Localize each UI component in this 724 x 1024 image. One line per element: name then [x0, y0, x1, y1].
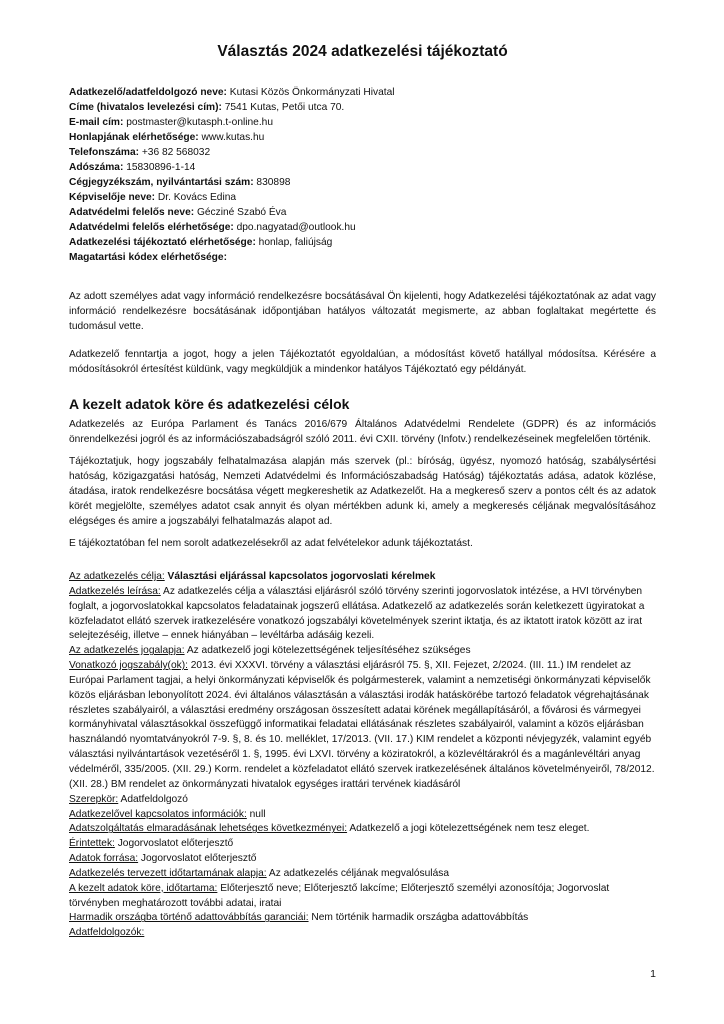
page-content [69, 42, 656, 941]
detail-label: Adatkezelés leírása: [69, 585, 161, 597]
info-value: +36 82 568032 [139, 147, 211, 158]
info-row [69, 145, 656, 160]
info-label: Cégjegyzékszám, nyilvántartási szám: [69, 177, 254, 188]
detail-row [69, 852, 656, 867]
detail-label: Érintettek: [69, 838, 115, 850]
processing-details [69, 570, 656, 941]
detail-label: Adatkezelővel kapcsolatos információk: [69, 808, 247, 820]
info-label: Adatkezelő/adatfeldolgozó neve: [69, 87, 227, 98]
detail-value: 2013. évi XXXVI. törvény a választási eljárásról 75. §, XII. Fejezet, 2/2024. (III. 11.) IM rendelet az Európai Parlament tagjai, a helyi önkormányzati képviselők és polgármesterek, valamint a nemzetiségi önkormányzati képviselők közös eljárásban lebonyolított 2024. évi általános választásán a választási irodák hatáskörébe tartozó feladatok végrehajtásának részletes szabályairól, a választási eredmény országosan összesített adatai körének megállapításáról, a fővárosi és vármegyei kormányhivatal választásokkal összefüggő informatikai feladatai ellátásának részletes szabályairól, valamint a közös eljárásban használandó nyomtatványokról 7-9. §, 8. és 10. melléklet, 17/2013. (VII. 17.) KIM rendelet a központi névjegyzék, valamint egyéb választási nyilvántartások vezetéséről 1. §, 1995. évi LXVI. törvény a köziratokról, a közlevéltárakról és a magánlevéltári anyag védelméről, 335/2005. (XII. 29.) Korm. rendelet a közfeladatot ellátó szervek iratkezelésének általános követelményeiről, 78/2012. (XII. 28.) BM rendelet az önkormányzati hivatalok egységes irattári tervének kiadásáról [69, 660, 655, 790]
controller-info [69, 85, 656, 265]
detail-row [69, 822, 656, 837]
info-row [69, 175, 656, 190]
detail-row [69, 644, 656, 659]
detail-value: Az adatkezelő jogi kötelezettségének teljesítéséhez szükséges [184, 645, 471, 657]
intro-paragraph: Az adott személyes adat vagy információ rendelkezésre bocsátásával Ön kijelenti, hogy Adatkezelési tájékoztatónak az adat vagy információ rendelkezésre bocsátásának időpontjában hatályos változatát megismerte, az abban foglaltakat megértette és tudomásul vette. [69, 291, 656, 332]
detail-value: Előterjesztő neve; Előterjesztő lakcíme; Előterjesztő személyi azonosítója; Jogorvoslat törvényben meghatározott további adatai, iratai [69, 882, 610, 909]
detail-value: Jogorvoslatot előterjesztő [138, 853, 257, 865]
body-paragraph: E tájékoztatóban fel nem sorolt adatkezelésekről az adat felvételekor adunk tájékoztatást. [69, 538, 473, 549]
page-number: 1 [650, 968, 656, 980]
detail-value: null [246, 808, 266, 820]
document-title: Választás 2024 adatkezelési tájékoztató [217, 43, 508, 60]
info-value: postmaster@kutasph.t-online.hu [123, 117, 274, 128]
info-value: 7541 Kutas, Petői utca 70. [221, 102, 345, 113]
detail-row [69, 808, 656, 823]
info-row [69, 100, 656, 115]
detail-label: Adatkezelés tervezett időtartamának alapja: [69, 867, 267, 879]
info-value: dpo.nagyatad@outlook.hu [233, 222, 356, 233]
detail-row [69, 793, 656, 808]
info-value: 15830896-1-14 [123, 162, 196, 173]
info-label: Adatvédelmi felelős elérhetősége: [69, 222, 234, 233]
detail-row [69, 911, 656, 926]
detail-label: Az adatkezelés jogalapja: [69, 645, 185, 657]
info-label: E-mail cím: [69, 117, 124, 128]
detail-value: Választási eljárással kapcsolatos jogorvoslati kérelmek [164, 571, 436, 582]
detail-label: Adatok forrása: [69, 853, 139, 865]
body-paragraph: Tájékoztatjuk, hogy jogszabály felhatalmazása alapján más szervek (pl.: bíróság, ügyész, nyomozó hatóság, szabálysértési hatóság, közigazgatási hatóság, Nemzeti Adatvédelmi és Információszabadság Hatóság) tájékoztatás adása, adatok közlése, átadása, iratok rendelkezésre bocsátása végett megkereshetik az Adatkezelőt. Ha a megkereső szerv a pontos célt és az adatok körét megjelölte, személyes adatot csak annyit és olyan mértékben adunk ki, amely a megkeresés céljának megvalósításához elégséges és amire a jogszabályi felhatalmazás alapot ad. [69, 456, 656, 527]
detail-value: Az adatkezelés céljának megvalósulása [266, 867, 449, 879]
detail-row [69, 926, 656, 941]
section-heading: A kezelt adatok köre és adatkezelési célok [69, 396, 350, 412]
info-label: Magatartási kódex elérhetősége: [69, 252, 227, 263]
info-value: www.kutas.hu [198, 132, 265, 143]
info-label: Képviselője neve: [69, 192, 156, 203]
detail-row [69, 570, 656, 585]
info-label: Adatkezelési tájékoztató elérhetősége: [69, 237, 256, 248]
body-paragraph: Adatkezelés az Európa Parlament és Tanács 2016/679 Általános Adatvédelmi Rendelete (GDPR) és az információs önrendelkezési jogról és az információszabadságról szóló 2011. évi CXII. törvény (Infotv.) rendelkezéseinek megfelelően történik. [69, 419, 656, 445]
info-label: Adatvédelmi felelős neve: [69, 207, 195, 218]
info-row [69, 220, 656, 235]
info-label: Honlapjának elérhetősége: [69, 132, 199, 143]
detail-label: Vonatkozó jogszabály(ok): [69, 660, 188, 672]
detail-row [69, 882, 656, 912]
info-value: Kutasi Közös Önkormányzati Hivatal [226, 87, 395, 98]
detail-value: Jogorvoslatot előterjesztő [114, 838, 234, 850]
info-row [69, 205, 656, 220]
info-row [69, 130, 656, 145]
info-row [69, 160, 656, 175]
info-row [69, 250, 656, 265]
detail-value: Adatkezelő a jogi kötelezettségének nem tesz eleget. [347, 823, 590, 835]
detail-value: Az adatkezelés célja a választási eljárásról szóló törvény szerinti jogorvoslatok intézése, a HVI törvényben foglalt, a jogorvoslatokkal kapcsolatos feladatainak jogszerű ellátása. Adatkezelő az adatkezelés során keletkezett ügyiratokat a közfeladatot ellátó szervek iratkezelésére vonatkozó jogszabályi követelmények szerint iktatja, és az iktatott iratok között az irat selejtezéséig, illetve – ennek hiányában – levéltárba adásáig kezeli. [69, 585, 645, 642]
detail-label: A kezelt adatok köre, időtartama: [69, 882, 218, 894]
detail-row [69, 867, 656, 882]
detail-label: Az adatkezelés célja: [69, 571, 165, 582]
detail-label: Adatszolgáltatás elmaradásának lehetséges következményei: [69, 823, 348, 835]
info-label: Adószáma: [69, 162, 124, 173]
info-row [69, 115, 656, 130]
detail-row [69, 585, 656, 644]
detail-label: Harmadik országba történő adattovábbítás garanciái: [69, 912, 309, 924]
info-label: Címe (hivatalos levelezési cím): [69, 102, 222, 113]
detail-label: Szerepkör: [69, 793, 119, 805]
info-row [69, 85, 656, 100]
detail-value: Nem történik harmadik országba adattovábbítás [308, 912, 529, 924]
info-value: 830898 [253, 177, 291, 188]
detail-value: Adatfeldolgozó [118, 793, 188, 805]
info-row [69, 190, 656, 205]
info-row [69, 235, 656, 250]
info-value: Gécziné Szabó Éva [194, 207, 287, 218]
intro-paragraph: Adatkezelő fenntartja a jogot, hogy a jelen Tájékoztatót egyoldalúan, a módosítást követő hatállyal módosítsa. Kérésére a módosításokról értesítést küldünk, vagy megküldjük a mindenkor hatályos Tájékoztató egy példányát. [69, 349, 656, 375]
info-value: Dr. Kovács Edina [155, 192, 237, 203]
detail-label: Adatfeldolgozók: [69, 927, 145, 939]
detail-row [69, 659, 656, 793]
info-label: Telefonszáma: [69, 147, 140, 158]
detail-row [69, 837, 656, 852]
info-value: honlap, faliújság [255, 237, 333, 248]
